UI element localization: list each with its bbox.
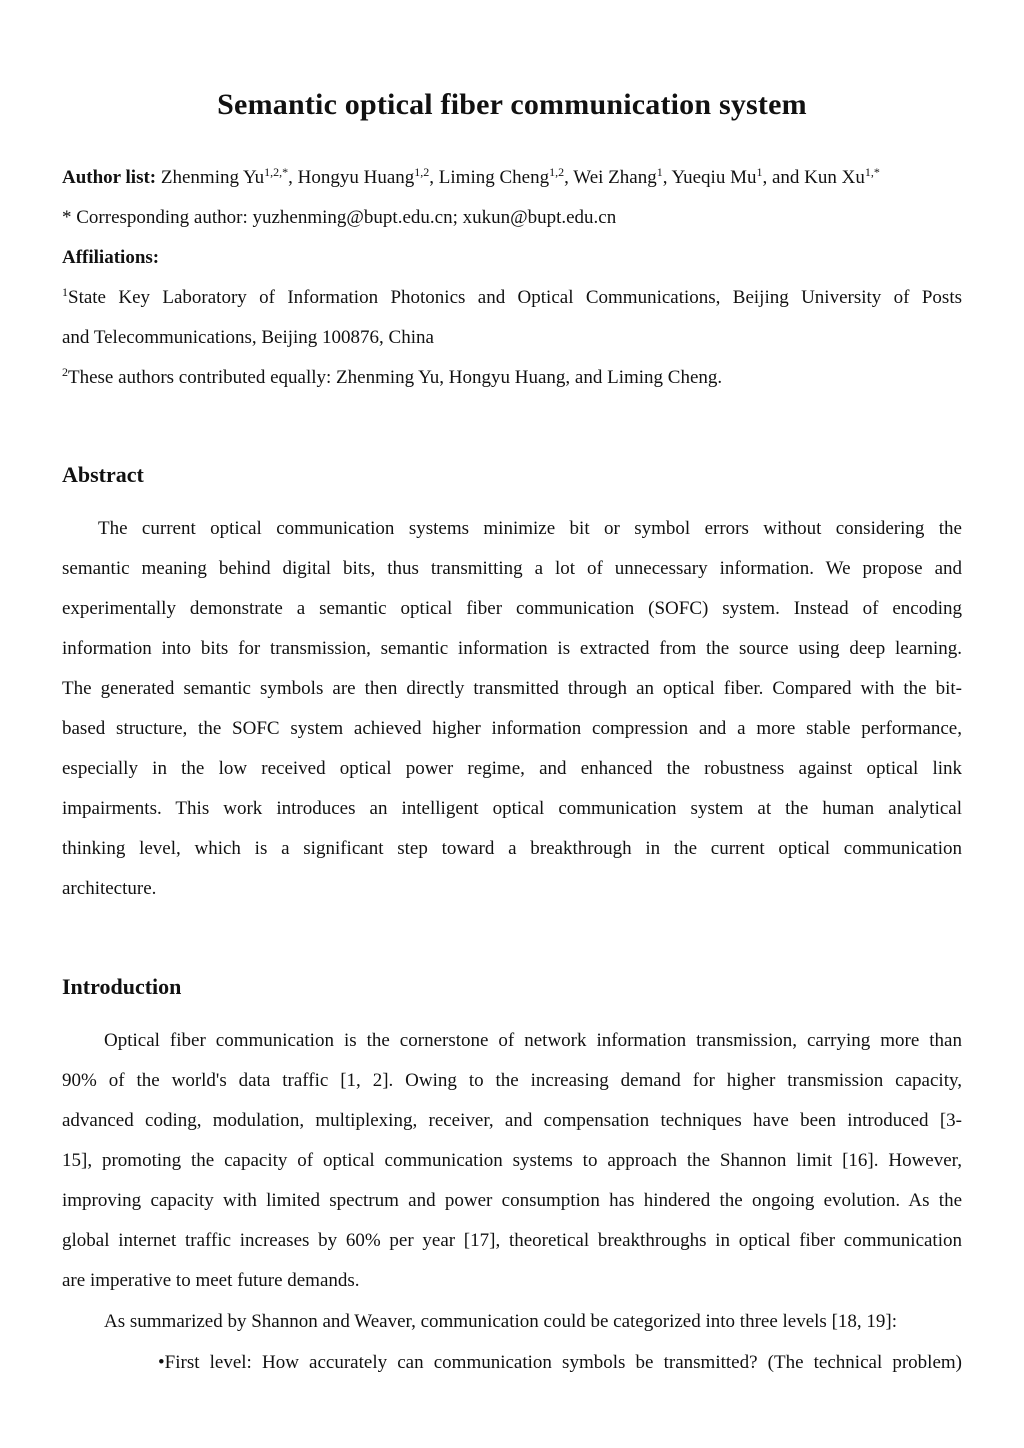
author: Wei Zhang$^1$	[573, 165, 663, 188]
author-list	[62, 158, 962, 398]
affiliation-1-cont: and Telecommunications, Beijing 100876, China	[62, 327, 434, 348]
affiliation-1: $^1$State Key Laboratory of Information Photonics and Optical Communications, Beijing University of Posts	[62, 285, 962, 308]
abstract-line: The generated semantic symbols are then directly transmitted through an optical fiber. Compared with the bit-	[62, 678, 962, 699]
affiliation-2: $^2$These authors contributed equally: Zhenming Yu, Hongyu Huang, and Liming Cheng.	[62, 365, 723, 388]
intro-line: are imperative to meet future demands.	[62, 1270, 360, 1291]
abstract-line: information into bits for transmission, semantic information is extracted from the source using deep learning.	[62, 638, 962, 659]
bullet-text: First level: How accurately can communication symbols be transmitted? (The technical problem)	[164, 1352, 962, 1373]
author-list-label: Author list:	[62, 167, 157, 188]
author: Liming Cheng$^{1,2}$	[438, 165, 565, 188]
bullet-icon: •	[158, 1352, 165, 1373]
abstract-line: especially in the low received optical power regime, and enhanced the robustness against optical link	[62, 758, 962, 779]
introduction-heading: Introduction	[62, 974, 182, 999]
abstract-line: impairments. This work introduces an intelligent optical communication system at the human analytical	[62, 798, 962, 819]
author-line: Author list: Zhenming $Yu^{1,2,*}$, Hongyu Huang$^{1,2}$, Liming Cheng$^{1,2}$, Wei Zhang$^1$, Yueqiu Mu$^1$, and Kun $Xu^{1,*}$	[62, 165, 880, 188]
intro-line: 90% of the world's data traffic [1, 2]. Owing to the increasing demand for higher transmission capacity,	[62, 1070, 962, 1091]
bullet-item-1	[158, 1343, 962, 1383]
author: Zhenming $Yu^{1,2,*}$	[160, 165, 289, 188]
intro-line: advanced coding, modulation, multiplexing, receiver, and compensation techniques have been introduced [3-	[62, 1110, 962, 1131]
affiliations-label: Affiliations:	[62, 247, 160, 268]
intro-line: As summarized by Shannon and Weaver, communication could be categorized into three levels [18, 19]:	[104, 1311, 898, 1332]
abstract-heading: Abstract	[62, 462, 144, 487]
author: Yueqiu Mu$^1$	[671, 165, 763, 188]
abstract-line: architecture.	[62, 878, 157, 899]
abstract-line: The current optical communication systems minimize bit or symbol errors without considering the	[98, 518, 962, 539]
intro-line: Optical fiber communication is the cornerstone of network information transmission, carrying more than	[104, 1030, 962, 1051]
introduction-para-2	[62, 1302, 962, 1342]
intro-line: improving capacity with limited spectrum and power consumption has hindered the ongoing evolution. As the	[62, 1190, 962, 1211]
paper-title: Semantic optical fiber communication system	[217, 88, 807, 121]
abstract-line: based structure, the SOFC system achieved higher information compression and a more stable performance,	[62, 718, 962, 739]
introduction-para-1	[62, 1021, 962, 1301]
corresponding-author: * Corresponding author: yuzhenming@bupt.edu.cn; xukun@bupt.edu.cn	[62, 207, 617, 228]
intro-line: 15], promoting the capacity of optical communication systems to approach the Shannon limit [16]. However,	[62, 1150, 962, 1171]
abstract-line: thinking level, which is a significant step toward a breakthrough in the current optical communication	[62, 838, 962, 859]
intro-line: global internet traffic increases by 60% per year [17], theoretical breakthroughs in optical fiber communication	[62, 1230, 962, 1251]
abstract-body	[62, 509, 962, 909]
author: Hongyu Huang$^{1,2}$	[297, 165, 430, 188]
abstract-line: experimentally demonstrate a semantic optical fiber communication (SOFC) system. Instead of encoding	[62, 598, 962, 619]
author: Kun $Xu^{1,*}$	[804, 165, 880, 188]
abstract-line: semantic meaning behind digital bits, thus transmitting a lot of unnecessary information. We propose and	[62, 558, 962, 579]
